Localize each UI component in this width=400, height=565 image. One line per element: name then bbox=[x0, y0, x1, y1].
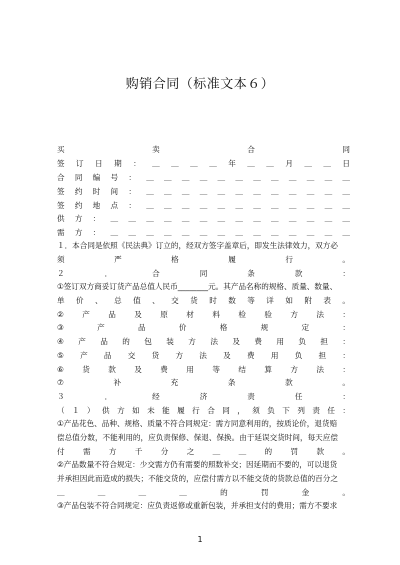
field-sign-time: 签 约 时 间 ： ＿ ＿ ＿ ＿ ＿ ＿ ＿ ＿ ＿ ＿ ＿ ＿ bbox=[57, 187, 350, 196]
clause-2-item-6: ⑥ 货 款 及 费 用 等 结 算 方 法 ： bbox=[57, 365, 350, 374]
clause-1-line-1: １．本合同是依照《民法典》订立的，经双方签字盖章后，即发生法律效力，双方必 bbox=[57, 241, 338, 250]
field-supplier: 供 方 ： ＿ ＿ ＿ ＿ ＿ ＿ ＿ ＿ ＿ ＿ ＿ ＿ ＿ ＿ bbox=[57, 214, 350, 223]
clause-3-sub-1: （ １ ） 供 方 如 未 能 履 行 合 同 ， 须 负 下 列 责 任 ： bbox=[57, 406, 350, 415]
contract-heading: 买 卖 合 同 bbox=[57, 145, 350, 154]
clause-3-item-2-line-3: ＿ ＿ ＿ ＿ 的 罚 金 。 bbox=[57, 488, 350, 497]
field-sign-date: 签 订 日 期 ： ＿ ＿ ＿ ＿ 年 ＿ ＿ 月 ＿ ＿ 日 bbox=[57, 159, 350, 168]
page-number: 1 bbox=[197, 535, 203, 544]
field-sign-place: 签 约 地 点 ： ＿ ＿ ＿ ＿ ＿ ＿ ＿ ＿ ＿ ＿ ＿ ＿ bbox=[57, 201, 350, 210]
clause-2-item-4: ④ 产 品 的 包 装 方 法 及 费 用 负 担 ： bbox=[57, 337, 350, 346]
clause-3-item-2-line-2: 并承担因此而造成的损失；不能交货的，应偿付需方以不能交货的货款总值的百分之 bbox=[57, 474, 338, 483]
clause-3-item-1-line-3: 付 需 方 千 分 之 ＿ ＿ 的 罚 款 。 bbox=[57, 447, 350, 456]
clause-2-item-7: ⑦ 补 充 条 款 。 bbox=[57, 378, 350, 387]
clause-2-item-2: ② 产 品 及 原 材 料 检 验 方 法 ： bbox=[57, 310, 350, 319]
clause-2-item-1-line-1: ①签订双方商妥订货产品总值人民币________元。其产品名称的规格、质量、数量、 bbox=[57, 282, 338, 291]
clause-3-item-1-line-2: 偿总值分数，不能利用的，应负责保修、保退、保换。由于延误交货时间，每天应偿 bbox=[57, 433, 338, 442]
clause-2-item-3: ③ 产 品 价 格 规 定 ： bbox=[57, 323, 350, 332]
clause-3-item-1-line-1: ①产品花色、品种、规格、质量不符合同规定：需方同意利用的，按质论价，退货赔 bbox=[57, 419, 338, 428]
clause-2-item-1-line-2: 单 价 、 总 值 、 交 货 时 数 等 详 如 附 表 。 bbox=[57, 296, 350, 305]
clause-2-heading: ２ ． 合 同 条 款 ： bbox=[57, 269, 350, 278]
clause-2-item-5: ⑤ 产 品 交 货 方 法 及 费 用 负 担 ： bbox=[57, 351, 350, 360]
clause-3-item-2-line-1: ②产品数量不符合规定：少交需方仍有需要的照数补交；因延期而不要的，可以退货 bbox=[57, 460, 338, 469]
document-title: 购销合同（标准文本６） bbox=[125, 77, 275, 92]
clause-3-item-3-line-1: ③产品包装不符合同规定：应负责返修或重新包装，并承担支付的费用；需方不要求 bbox=[57, 501, 338, 510]
clause-3-heading: ３ ． 经 济 责 任 ： bbox=[57, 392, 350, 401]
clause-1-line-2: 须 严 格 履 行 。 bbox=[57, 255, 350, 264]
field-contract-number: 合 同 编 号 ： ＿ ＿ ＿ ＿ ＿ ＿ ＿ ＿ ＿ ＿ ＿ ＿ bbox=[57, 173, 350, 182]
field-buyer: 需 方 ： ＿ ＿ ＿ ＿ ＿ ＿ ＿ ＿ ＿ ＿ ＿ ＿ ＿ ＿ bbox=[57, 228, 350, 237]
